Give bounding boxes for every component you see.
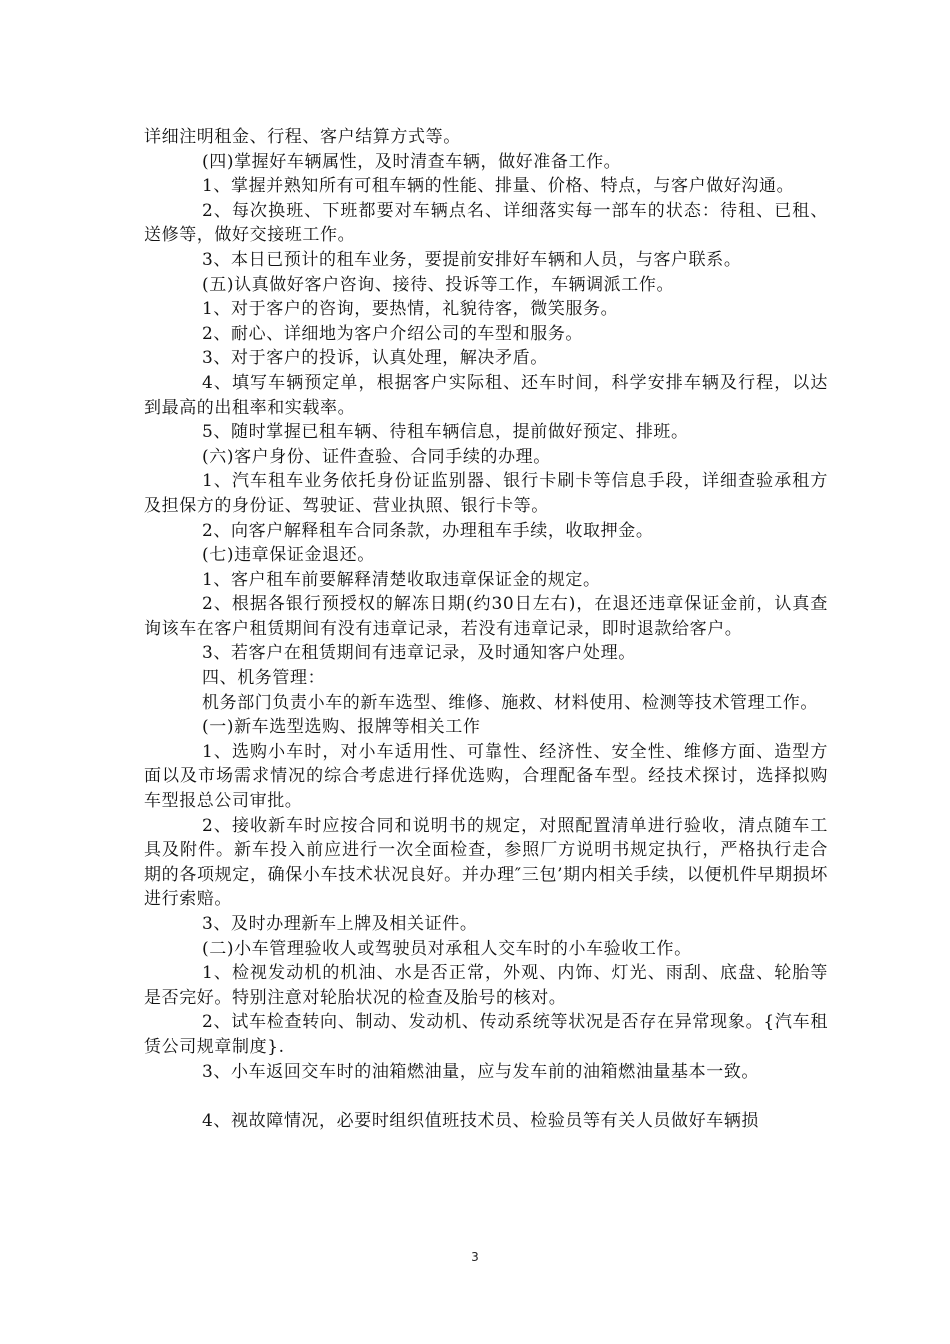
paragraph: 3、若客户在租赁期间有违章记录，及时通知客户处理。 [202,643,636,664]
paragraph: 1、对于客户的咨询，要热情，礼貌待客，微笑服务。 [202,299,619,320]
section-heading: (六)客户身份、证件查验、合同手续的办理。 [202,446,551,467]
paragraph: 2、每次换班、下班都要对车辆点名、详细落实每一部车的状态：待租、已租、送修等，做好交接班工作。 [144,200,828,246]
paragraph: (四)掌握好车辆属性，及时清查车辆，做好准备工作。 [202,151,622,172]
paragraph: 2、试车检查转向、制动、发动机、传动系统等状况是否存在异常现象。{汽车租赁公司规章制度}. [144,1012,828,1057]
paragraph: 4、视故障情况，必要时组织值班技术员、检验员等有关人员做好车辆损 [202,1110,760,1131]
paragraph: 1、汽车租车业务依托身份证监别器、银行卡刷卡等信息手段，详细查验承租方及担保方的身份证、驾驶证、营业执照、银行卡等。 [144,471,828,516]
paragraph: 3、对于客户的投诉，认真处理，解决矛盾。 [202,348,548,369]
paragraph: 1、选购小车时，对小车适用性、可靠性、经济性、安全性、维修方面、造型方面以及市场需求情况的综合考虑进行择优选购，合理配备车型。经技术探讨，选择拟购车型报总公司审批。 [144,741,828,812]
paragraph: 1、掌握并熟知所有可租车辆的性能、排量、价格、特点，与客户做好沟通。 [202,176,795,197]
page-number: 3 [471,1250,479,1264]
section-heading: (五)认真做好客户咨询、接待、投诉等工作，车辆调派工作。 [202,274,675,295]
paragraph: 2、接收新车时应按合同和说明书的规定，对照配置清单进行验收，清点随车工具及附件。新车投入前应进行一次全面检查，参照厂方说明书规定执行，严格执行走合期的各项规定，确保小车技术状况良好。并办理″三包’期内相关手续，以便机件早期损坏进行索赔。 [144,815,828,910]
section-heading: (一)新车选型选购、报牌等相关工作 [202,717,481,738]
chapter-heading: 四、机务管理： [202,668,326,689]
paragraph: 2、向客户解释租车合同条款，办理租车手续，收取押金。 [202,520,654,541]
paragraph: 5、随时掌握已租车辆、待租车辆信息，提前做好预定、排班。 [202,422,689,443]
paragraph: 2、根据各银行预授权的解冻日期(约30日左右)，在退还违章保证金前，认真查询该车在客户租赁期间有没有违章记录，若没有违章记录，即时退款给客户。 [144,594,828,639]
paragraph: 1、检视发动机的机油、水是否正常，外观、内饰、灯光、雨刮、底盘、轮胎等是否完好。特别注意对轮胎状况的检查及胎号的核对。 [144,963,828,1008]
paragraph: 3、及时办理新车上牌及相关证件。 [202,914,478,934]
paragraph: 4、填写车辆预定单，根据客户实际租、还车时间，科学安排车辆及行程，以达到最高的出租率和实载率。 [144,372,828,418]
blank-line [144,1084,828,1109]
paragraph: 机务部门负责小车的新车选型、维修、施救、材料使用、检测等技术管理工作。 [202,692,818,713]
paragraph: 2、耐心、详细地为客户介绍公司的车型和服务。 [202,323,584,344]
paragraph: 1、客户租车前要解释清楚收取违章保证金的规定。 [202,569,601,590]
section-heading: (七)违章保证金退还。 [202,545,375,566]
paragraph: 3、本日已预计的租车业务，要提前安排好车辆和人员，与客户联系。 [202,249,742,270]
section-heading: (二)小车管理验收人或驾驶员对承租人交车时的小车验收工作。 [202,938,692,959]
document-body [144,125,828,1133]
paragraph: 3、小车返回交车时的油箱燃油量，应与发车前的油箱燃油量基本一致。 [202,1061,760,1082]
paragraph: 详细注明租金、行程、客户结算方式等。 [144,127,461,147]
